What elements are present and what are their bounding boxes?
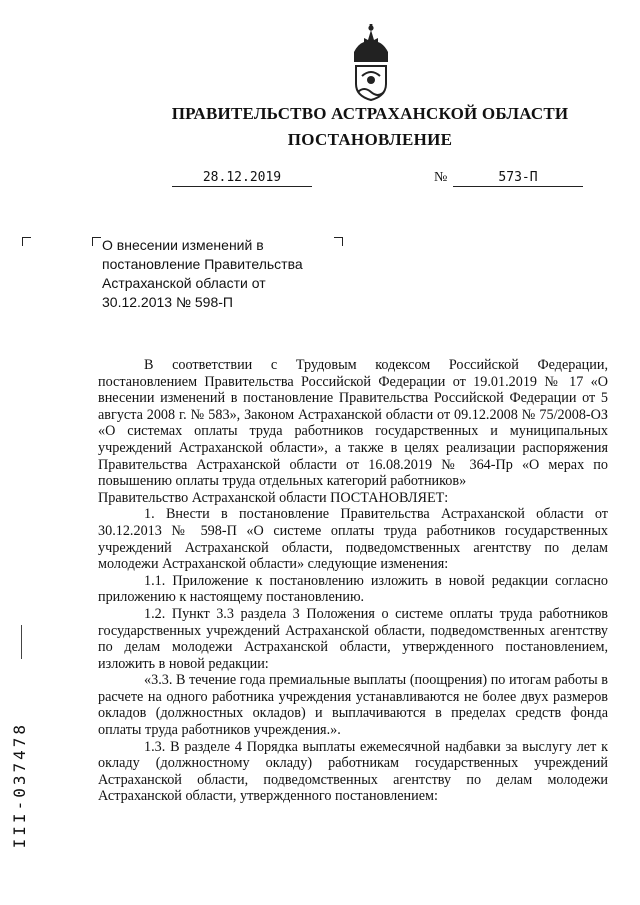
- document-title: ПРАВИТЕЛЬСТВО АСТРАХАНСКОЙ ОБЛАСТИ: [171, 104, 569, 123]
- clause-1-3: 1.3. В разделе 4 Порядка выплаты ежемесячной надбавки за выслугу лет к окладу (должностному окладу) работникам государственных учреждений Астраханской области, подведомственных агентству по делам молодежи Астраханской области, утвержденного постановлением:: [98, 738, 608, 805]
- side-serial-code: III-037478: [10, 722, 29, 849]
- document-type: ПОСТАНОВЛЕНИЕ: [287, 130, 453, 149]
- left-margin-bracket: [22, 237, 31, 246]
- clause-1-2: 1.2. Пункт 3.3 раздела 3 Положения о системе оплаты труда работников государственных учреждений Астраханской области, подведомственных агентству по делам молодежи Астраханской области, утвержденного постановлением, изложить в новой редакции:: [98, 605, 608, 672]
- preamble-paragraph: В соответствии с Трудовым кодексом Российской Федерации, постановлением Правительства Российской Федерации от 19.01.2019 № 17 «О внесении изменений в постановление Правительства Российской Федерации от 5 августа 2008 г. № 583», Законом Астраханской области от 09.12.2008 № 75/2008-ОЗ «О системах оплаты труда работников государственных и муниципальных учреждений Астраханской области», а также в целях реализации распоряжения Правительства Астраханской области от 16.08.2019 № 364-Пр «О мерах по повышению оплаты труда отдельных категорий работников»: [98, 357, 608, 490]
- document-subject: О внесении изменений в постановление Правительства Астраханской области от 30.12.2013 № 598-П: [102, 237, 303, 310]
- clause-1-1: 1.1. Приложение к постановлению изложить в новой редакции согласно приложению к настоящему постановлению.: [98, 572, 608, 606]
- clause-1: 1. Внести в постановление Правительства Астраханской области от 30.12.2013 № 598-П «О системе оплаты труда работников государственных учреждений Астраханской области, подведомственных агентству по делам молодежи Астраханской области» следующие изменения:: [98, 506, 608, 573]
- document-body: [98, 357, 608, 805]
- document-number: 573-П: [453, 170, 583, 187]
- decree-paragraph: Правительство Астраханской области ПОСТАНОВЛЯЕТ:: [98, 489, 449, 506]
- margin-mark: [21, 625, 22, 659]
- document-date: 28.12.2019: [172, 170, 312, 187]
- crown-shape: [354, 30, 388, 62]
- quoted-clause: «3.3. В течение года премиальные выплаты (поощрения) по итогам работы в расчете на одного работника учреждения устанавливаются не более двух размеров окладов (должностных окладов) и выплачиваются в пределах средств фонда оплаты труда работников учреждения.».: [98, 672, 608, 739]
- coat-of-arms-emblem: [346, 22, 396, 102]
- subject-open-bracket: [92, 237, 101, 246]
- number-sign: №: [434, 170, 448, 185]
